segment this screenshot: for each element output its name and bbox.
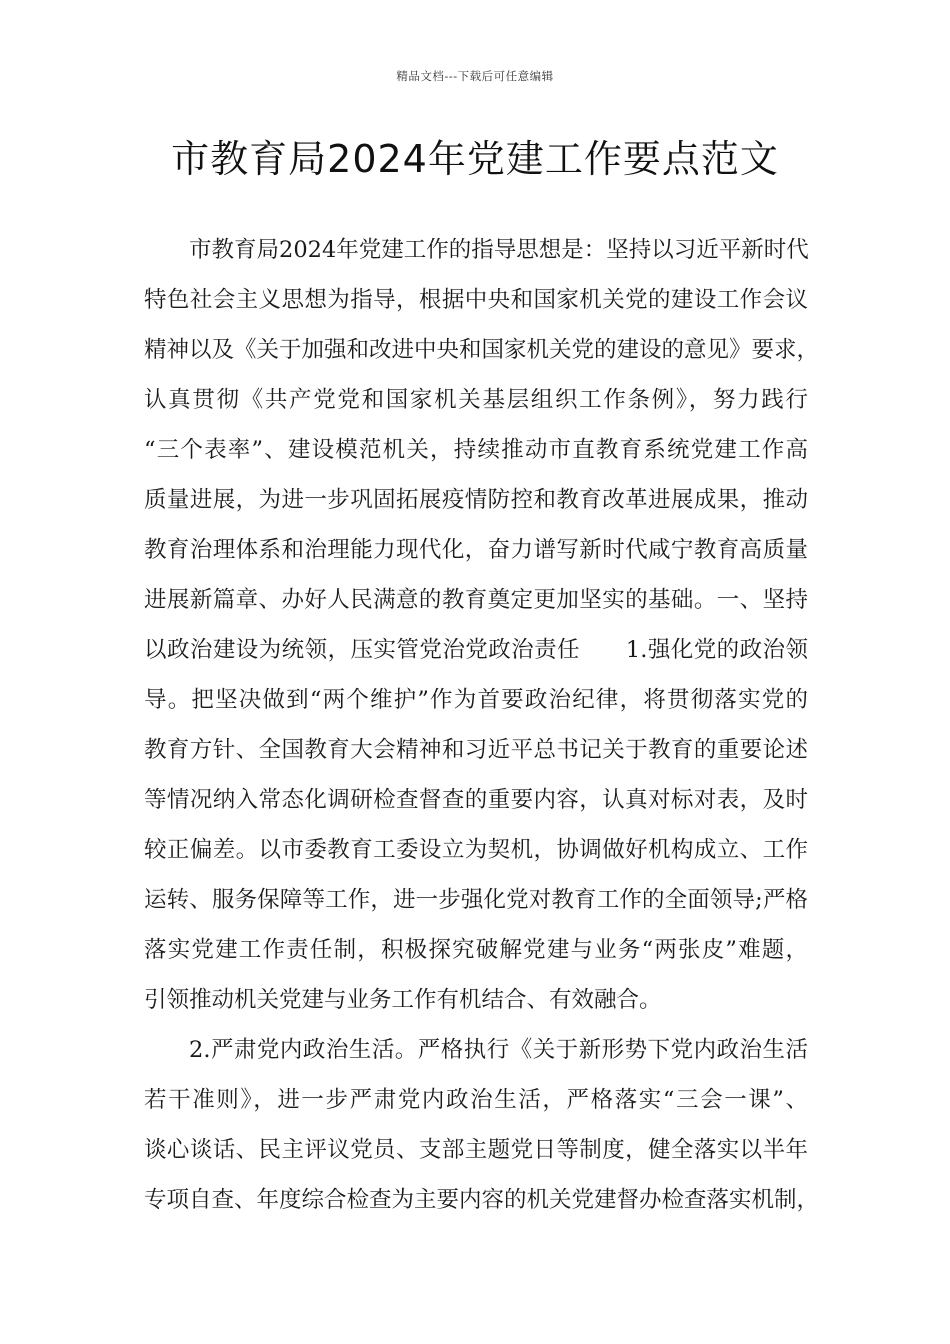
paragraph-line: 导。把坚决做到“两个维护”作为首要政治纪律，将贯彻落实党的 bbox=[144, 687, 808, 713]
document-body bbox=[144, 232, 820, 1232]
paragraph-line: 质量进展，为进一步巩固拓展疫情防控和教育改革进展成果，推动 bbox=[144, 487, 808, 513]
paragraph-line: 以政治建设为统领，压实管党治党政治责任 1.强化党的政治领 bbox=[144, 637, 808, 663]
paragraph-line: 落实党建工作责任制，积极探究破解党建与业务“两张皮”难题， bbox=[144, 937, 808, 963]
paragraph-line: 引领推动机关党建与业务工作有机结合、有效融合。 bbox=[144, 987, 662, 1013]
paragraph-line: 谈心谈话、民主评议党员、支部主题党日等制度，健全落实以半年 bbox=[144, 1137, 808, 1163]
paragraph-line: 精神以及《关于加强和改进中央和国家机关党的建设的意见》要求， bbox=[144, 337, 820, 363]
paragraph-line: 教育治理体系和治理能力现代化，奋力谱写新时代咸宁教育高质量 bbox=[144, 537, 808, 563]
paragraph-line: 专项自查、年度综合检查为主要内容的机关党建督办检查落实机制， bbox=[144, 1187, 820, 1213]
paragraph-line: 若干准则》，进一步严肃党内政治生活，严格落实“三会一课”、 bbox=[144, 1087, 808, 1113]
paragraph-line: 市教育局2024年党建工作的指导思想是：坚持以习近平新时代 bbox=[189, 237, 809, 263]
paragraph-line: 教育方针、全国教育大会精神和习近平总书记关于教育的重要论述 bbox=[144, 737, 808, 763]
paragraph-line: 较正偏差。以市委教育工委设立为契机，协调做好机构成立、工作 bbox=[144, 837, 808, 863]
paragraph-line: 运转、服务保障等工作，进一步强化党对教育工作的全面领导;严格 bbox=[144, 887, 808, 913]
paragraph-line: 进展新篇章、办好人民满意的教育奠定更加坚实的基础。一、坚持 bbox=[144, 587, 808, 613]
paragraph-line: 2.严肃党内政治生活。严格执行《关于新形势下党内政治生活 bbox=[189, 1037, 808, 1063]
paragraph-line: 等情况纳入常态化调研检查督查的重要内容，认真对标对表，及时 bbox=[144, 787, 808, 813]
paragraph-line: 特色社会主义思想为指导，根据中央和国家机关党的建设工作会议 bbox=[144, 287, 808, 313]
paragraph-line: 认真贯彻《共产党党和国家机关基层组织工作条例》，努力践行 bbox=[144, 387, 808, 413]
page-header-note: 精品文档---下载后可任意编辑 bbox=[396, 69, 554, 83]
document-title: 市教育局2024年党建工作要点范文 bbox=[171, 137, 779, 181]
paragraph-line: “三个表率”、建设模范机关，持续推动市直教育系统党建工作高 bbox=[144, 437, 808, 463]
